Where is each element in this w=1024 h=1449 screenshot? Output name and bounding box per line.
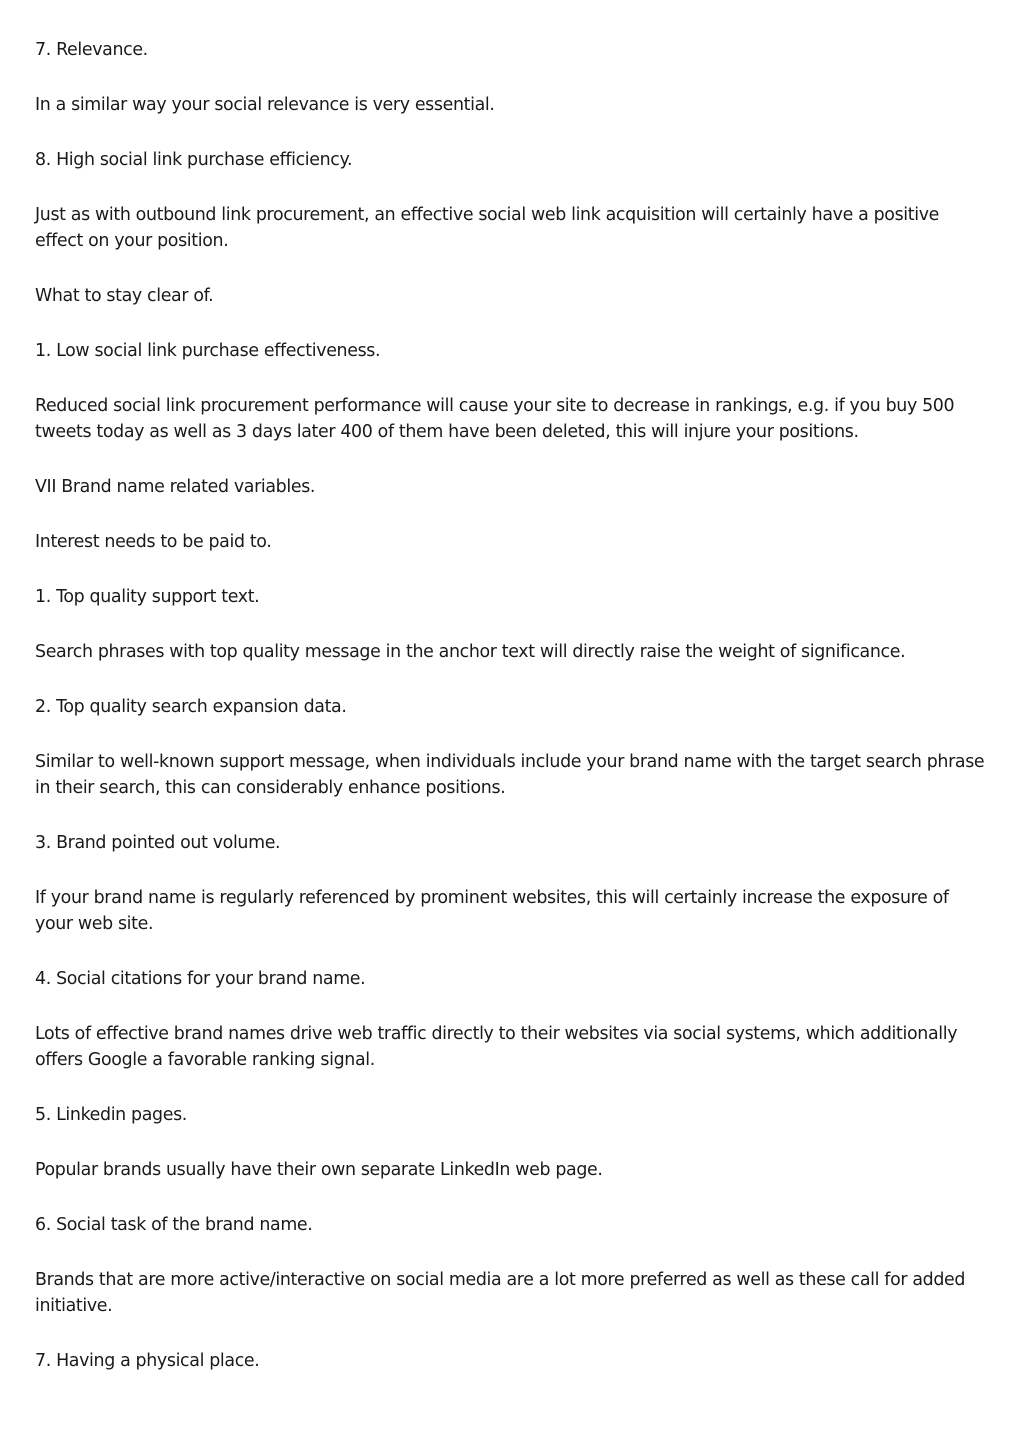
paragraph: In a similar way your social relevance is very essential. [35, 95, 495, 115]
paragraph: If your brand name is regularly referenced by prominent websites, this will certainly increase the exposure of your web site. [35, 888, 949, 934]
heading-social-activity: 6. Social task of the brand name. [35, 1215, 313, 1235]
heading-physical-place: 7. Having a physical place. [35, 1351, 260, 1371]
heading-linkedin-pages: 5. Linkedin pages. [35, 1105, 187, 1125]
heading-low-social-link-effectiveness: 1. Low social link purchase effectiveness. [35, 341, 381, 361]
paragraph: Lots of effective brand names drive web traffic directly to their websites via social systems, which additionally offers Google a favorable ranking signal. [35, 1024, 958, 1070]
heading-search-expansion: 2. Top quality search expansion data. [35, 697, 347, 717]
heading-relevance: 7. Relevance. [35, 40, 148, 60]
heading-social-citations: 4. Social citations for your brand name. [35, 969, 366, 989]
heading-brand-volume: 3. Brand pointed out volume. [35, 833, 281, 853]
heading-attention: Interest needs to be paid to. [35, 532, 272, 552]
document-body [35, 37, 990, 1374]
section-heading-brand-variables: VII Brand name related variables. [35, 477, 316, 497]
heading-what-to-avoid: What to stay clear of. [35, 286, 214, 306]
paragraph: Just as with outbound link procurement, an effective social web link acquisition will certainly have a positive effect on your position. [35, 205, 940, 251]
heading-social-link-efficiency: 8. High social link purchase efficiency. [35, 150, 353, 170]
heading-anchor-text: 1. Top quality support text. [35, 587, 260, 607]
paragraph: Brands that are more active/interactive on social media are a lot more preferred as well as these call for added initiative. [35, 1270, 966, 1316]
paragraph: Similar to well-known support message, when individuals include your brand name with the target search phrase in their search, this can considerably enhance positions. [35, 752, 985, 798]
paragraph: Reduced social link procurement performance will cause your site to decrease in rankings, e.g. if you buy 500 tweets today as well as 3 days later 400 of them have been deleted, this will injure your positions. [35, 396, 955, 442]
paragraph: Popular brands usually have their own separate LinkedIn web page. [35, 1160, 603, 1180]
paragraph: Search phrases with top quality message in the anchor text will directly raise the weight of significance. [35, 642, 906, 662]
